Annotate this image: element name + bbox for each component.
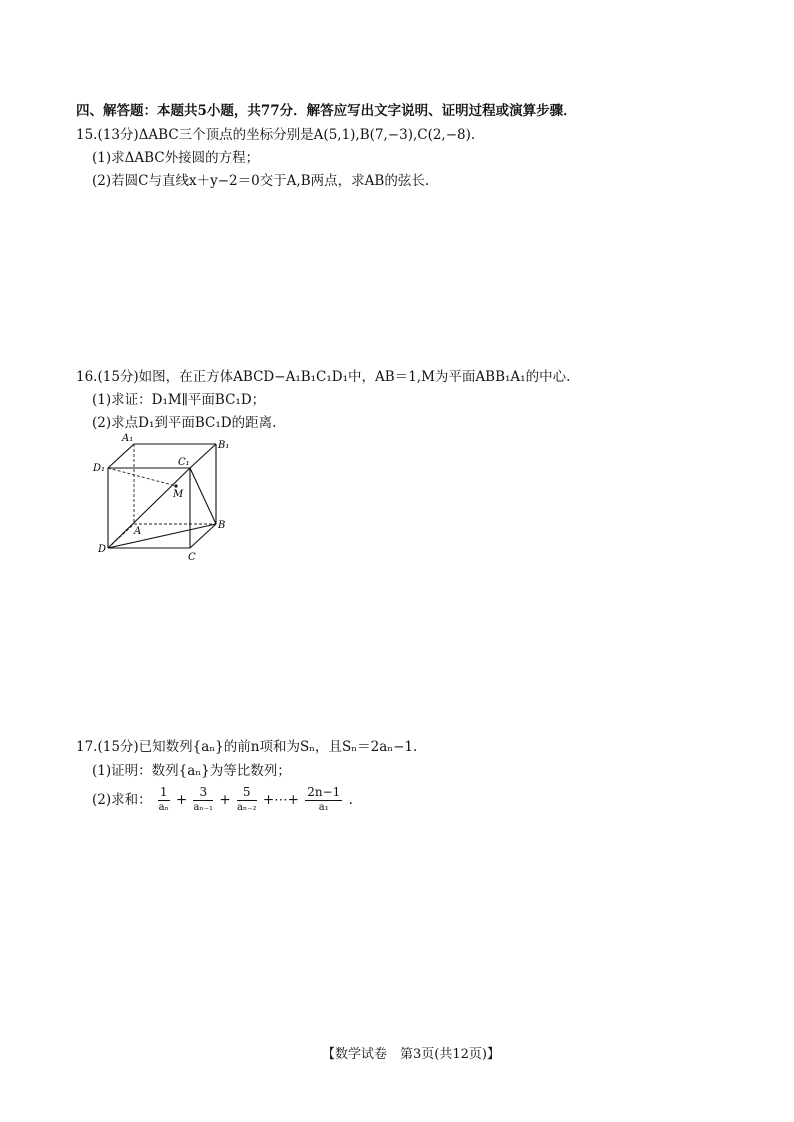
segment-c1-b [190,468,216,524]
edge-d1-a1 [108,444,134,468]
fraction-numerator: 3 [193,785,213,801]
fraction-denominator: aₙ₋₂ [236,802,257,813]
cube-diagram [90,428,240,563]
label-a1: A₁ [122,433,134,444]
label-c: C [188,552,196,563]
label-c1: C₁ [178,457,190,468]
fraction-numerator: 5 [237,785,257,801]
label-d: D [98,544,107,555]
question-16-stem: 16.(15分)如图，在正方体ABCD−A₁B₁C₁D₁中，AB＝1,M为平面ABB₁A₁的中心. [76,369,571,385]
sum-prefix: (2)求和： [92,791,152,808]
point-m [174,484,177,487]
section-header: 四、解答题：本题共5小题，共77分．解答应写出文字说明、证明过程或演算步骤． [76,103,577,119]
cube-figure [90,428,240,563]
question-15-stem: 15.(13分)ΔABC三个顶点的坐标分别是A(5,1),B(7,−3),C(2,−8). [76,127,476,143]
question-15-part-2: (2)若圆C与直线x＋y−2＝0交于A,B两点，求AB的弦长. [92,173,430,189]
question-16-part-1: (1)求证：D₁M∥平面BC₁D； [92,392,266,408]
fraction-term-3 [237,785,257,814]
sum-end: . [348,791,353,808]
question-17-part-1: (1)证明：数列{aₙ}为等比数列； [92,763,291,779]
question-15-part-1: (1)求ΔABC外接圆的方程； [92,150,260,166]
segment-d-b [108,524,216,548]
label-b1: B₁ [218,440,230,451]
segment-d1-m [108,468,176,486]
edge-c1-b1 [190,444,216,468]
question-16-part-2: (2)求点D₁到平面BC₁D的距离. [92,415,277,431]
fraction-term-last [305,785,342,814]
plus-sign: + [175,791,188,808]
edge-c-b [190,524,216,548]
page-footer: 【数学试卷 第3页(共12页)】 [322,1047,500,1062]
fraction-term-2 [193,785,213,814]
label-m: M [173,489,184,500]
label-b: B [218,520,226,531]
fraction-denominator: aₙ₋₁ [193,802,214,813]
plus-sign: + [219,791,231,808]
label-d1: D₁ [93,463,106,474]
segment-d-c1 [108,468,190,548]
fraction-numerator: 2n−1 [307,785,341,799]
fraction-denominator: a₁ [318,802,329,813]
fraction-numerator: 1 [159,785,168,799]
label-a: A [134,526,142,537]
question-17-part-2 [92,785,353,821]
fraction-denominator: aₙ [158,802,169,813]
question-17-stem: 17.(15分)已知数列{aₙ}的前n项和为Sₙ，且Sₙ＝2aₙ−1. [76,739,418,755]
ellipsis-sign: +⋯+ [262,791,299,808]
fraction-term-1 [158,785,170,814]
